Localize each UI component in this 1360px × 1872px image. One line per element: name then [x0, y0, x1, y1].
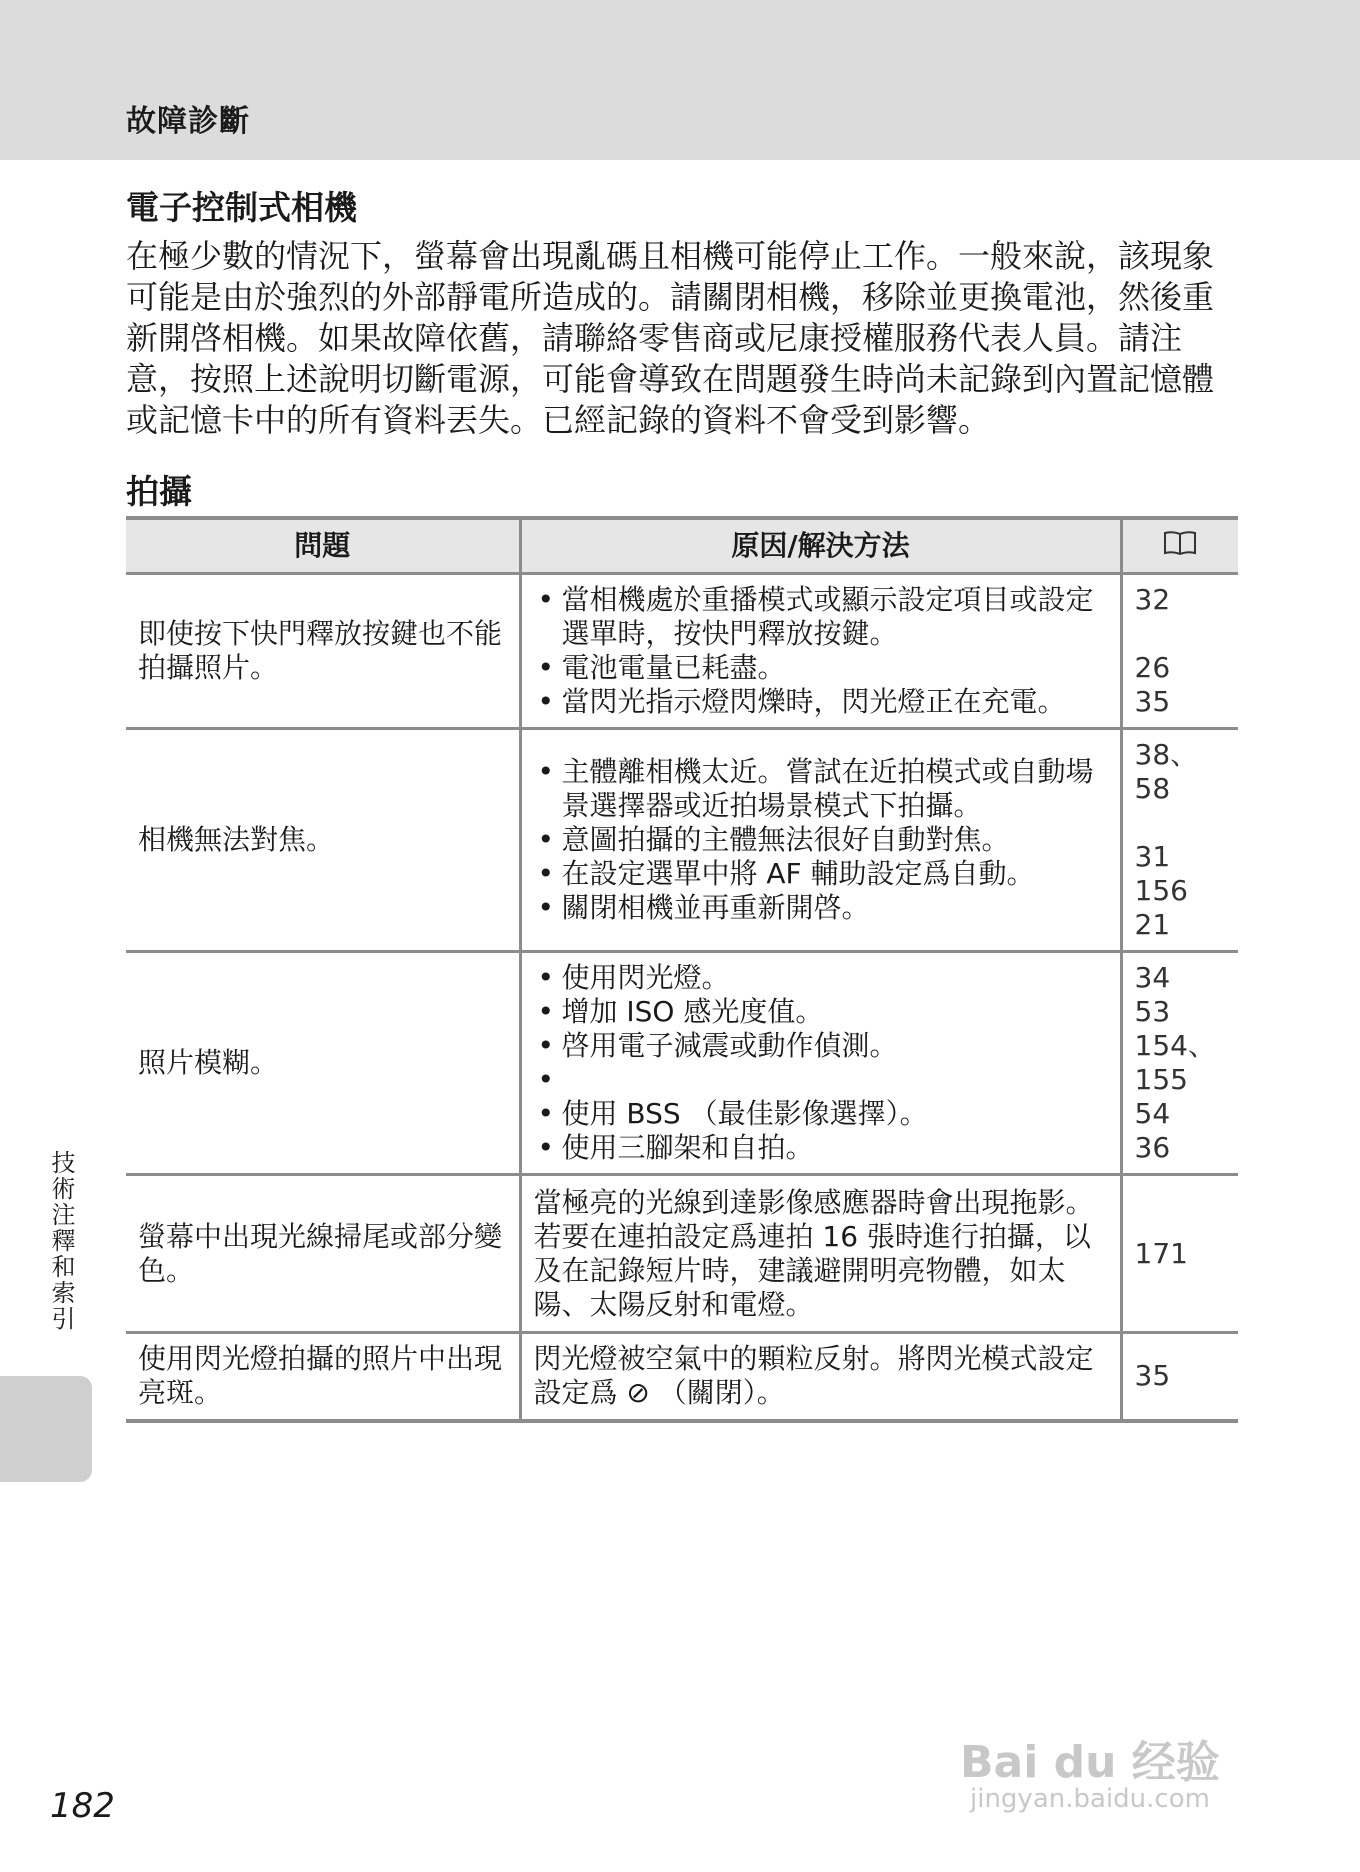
- cause-cell: [520, 574, 1121, 729]
- table-row: [126, 1175, 1238, 1333]
- cause-item: • 增加 ISO 感光度值。: [534, 995, 1110, 1029]
- cause-cell: 閃光燈被空氣中的顆粒反射。將閃光模式設定設定爲 ⊘ （關閉）。: [520, 1333, 1121, 1421]
- reference-cell: 171: [1121, 1175, 1238, 1333]
- section-title-electronic-camera: 電子控制式相機: [126, 188, 357, 227]
- page-ref: 156: [1134, 874, 1188, 907]
- cause-item: • 使用閃光燈。: [534, 961, 1110, 995]
- page-ref-spacer: [1135, 617, 1227, 651]
- cause-item: • 使用 BSS （最佳影像選擇）。: [534, 1097, 1110, 1131]
- problem-cell: 即使按下快門釋放按鍵也不能拍攝照片。: [126, 574, 520, 729]
- cause-item: • 使用三腳架和自拍。: [534, 1131, 1110, 1165]
- header-title: 故障診斷: [126, 104, 250, 139]
- cause-item: • 主體離相機太近。嘗試在近拍模式或自動場景選擇器或近拍場景模式下拍攝。: [534, 755, 1110, 823]
- page-ref-spacer: [1135, 806, 1227, 840]
- column-header-reference: [1121, 518, 1238, 574]
- problem-cell: 相機無法對焦。: [126, 729, 520, 952]
- cause-cell: [520, 729, 1121, 952]
- watermark-url: jingyan.baidu.com: [970, 1784, 1210, 1814]
- cause-cell: [520, 952, 1121, 1175]
- page-ref: 32: [1134, 583, 1171, 616]
- section-paragraph: 在極少數的情況下，螢幕會出現亂碼且相機可能停止工作。一般來說，該現象可能是由於強烈的外部靜電所造成的。請關閉相機，移除並更換電池，然後重新開啓相機。如果故障依舊，請聯絡零售商或尼康授權服務代表人員。請注意，按照上述說明切斷電源，可能會導致在問題發生時尚未記錄到內置記憶體或記憶卡中的所有資料丟失。已經記錄的資料不會受到影響。: [126, 237, 1215, 439]
- page-ref: 38、58: [1134, 738, 1199, 805]
- troubleshooting-table: [126, 516, 1238, 1423]
- page-ref: 155: [1134, 1063, 1188, 1096]
- problem-cell: 螢幕中出現光線掃尾或部分變色。: [126, 1175, 520, 1333]
- reference-cell: 35: [1121, 1333, 1238, 1421]
- table-row: [126, 952, 1238, 1175]
- page-ref: 154、: [1134, 1029, 1216, 1062]
- reference-cell: [1121, 574, 1238, 729]
- watermark-logo: Bai du 经验: [960, 1737, 1220, 1788]
- reference-cell: [1121, 952, 1238, 1175]
- column-header-cause: 原因/解決方法: [520, 518, 1121, 574]
- page-ref: 31: [1134, 840, 1171, 873]
- side-tab-marker: [0, 1376, 92, 1482]
- cause-item: • 當閃光指示燈閃爍時，閃光燈正在充電。: [534, 685, 1110, 719]
- cause-item: • 電池電量已耗盡。: [534, 651, 1110, 685]
- table-row: [126, 729, 1238, 952]
- table-header-row: [126, 518, 1238, 574]
- problem-cell: 照片模糊。: [126, 952, 520, 1175]
- cause-cell: 當極亮的光線到達影像感應器時會出現拖影。若要在連拍設定爲連拍 16 張時進行拍攝，以及在記錄短片時，建議避開明亮物體，如太陽、太陽反射和電燈。: [520, 1175, 1121, 1333]
- problem-cell: 使用閃光燈拍攝的照片中出現亮斑。: [126, 1333, 520, 1421]
- page-ref: 54: [1134, 1097, 1171, 1130]
- page-ref: 34: [1134, 961, 1171, 994]
- cause-item: • 關閉相機並再重新開啓。: [534, 891, 1110, 925]
- cause-item: • 啓用電子減震或動作偵測。: [534, 1029, 1110, 1063]
- cause-spacer: [534, 1063, 1110, 1097]
- reference-cell: [1121, 729, 1238, 952]
- cause-item: • 在設定選單中將 AF 輔助設定爲自動。: [534, 857, 1110, 891]
- section-body: [126, 236, 1236, 441]
- side-section-label: 技術注釋和索引: [47, 1150, 75, 1332]
- page-ref: 53: [1134, 995, 1171, 1028]
- page-ref: 36: [1134, 1131, 1171, 1164]
- page-ref: 21: [1134, 908, 1171, 941]
- page-ref: 35: [1134, 685, 1171, 718]
- page-ref: 26: [1134, 651, 1171, 684]
- column-header-problem: 問題: [126, 518, 520, 574]
- page-number: 182: [50, 1786, 115, 1826]
- section-title-shooting: 拍攝: [126, 472, 192, 511]
- cause-item: • 當相機處於重播模式或顯示設定項目或設定選單時，按快門釋放按鍵。: [534, 583, 1110, 651]
- table-row: [126, 1333, 1238, 1421]
- table-row: [126, 574, 1238, 729]
- cause-item: • 意圖拍攝的主體無法很好自動對焦。: [534, 823, 1110, 857]
- book-reference-icon: [1163, 530, 1197, 564]
